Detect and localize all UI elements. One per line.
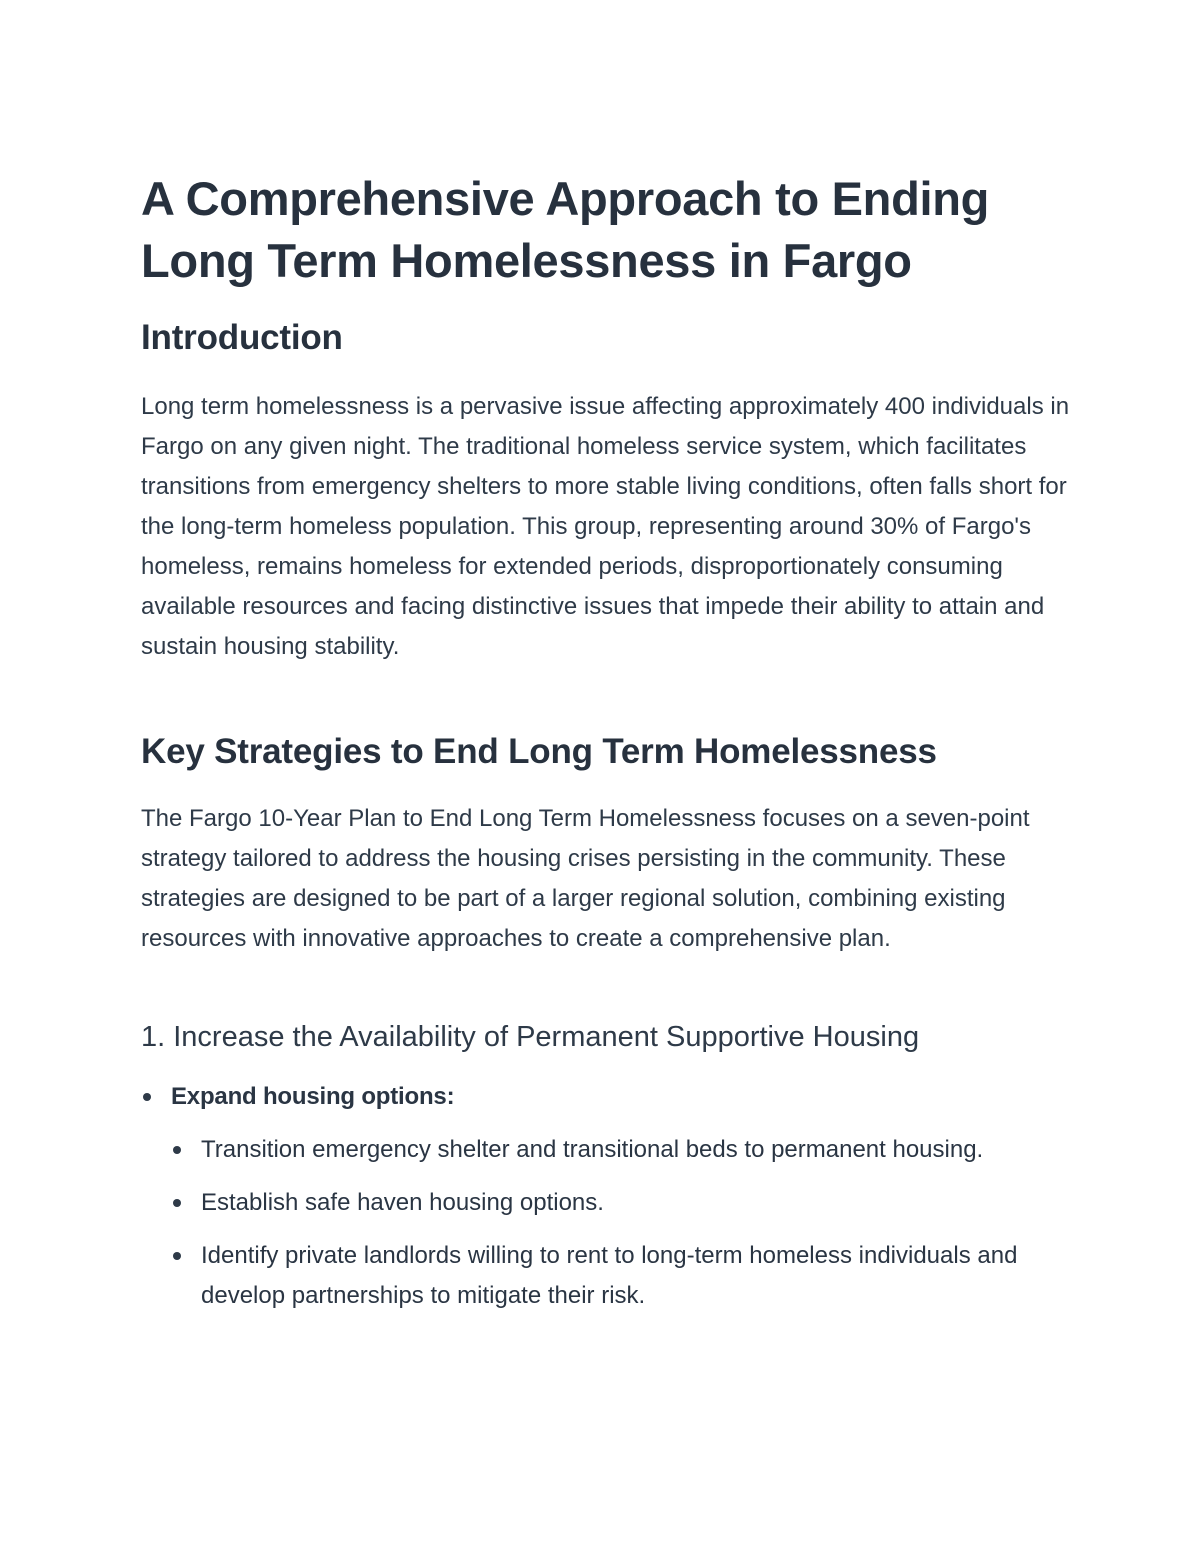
bullet-label: Expand housing options: <box>171 1083 455 1110</box>
document-title: A Comprehensive Approach to Ending Long Term Homelessness in Fargo <box>141 172 990 287</box>
sub-list-item-text: Transition emergency shelter and transitional beds to permanent housing. <box>201 1136 984 1163</box>
sub-list-item-text: Establish safe haven housing options. <box>201 1189 604 1216</box>
sub-list-item <box>171 1130 1031 1170</box>
bullet-icon <box>143 1093 151 1101</box>
sub-list-item <box>171 1236 1031 1316</box>
section-heading-introduction: Introduction <box>141 318 343 357</box>
bullet-icon <box>173 1252 181 1260</box>
sub-list-item <box>171 1183 1031 1223</box>
strategy-list <box>141 1077 1071 1329</box>
bullet-icon <box>173 1146 181 1154</box>
list-item <box>141 1077 1071 1316</box>
sub-list-item-text: Identify private landlords willing to rent to long-term homeless individuals and develop partnerships to mitigate their risk. <box>201 1242 1018 1309</box>
sub-list <box>171 1130 1071 1316</box>
key-strategies-paragraph: The Fargo 10-Year Plan to End Long Term Homelessness focuses on a seven-point strategy tailored to address the housing crises persisting in the community. These strategies are designed to be part of a larger regional solution, combining existing resources with innovative approaches to create a comprehensive plan. <box>141 805 1030 952</box>
bullet-icon <box>173 1199 181 1207</box>
section-heading-key-strategies: Key Strategies to End Long Term Homelessness <box>141 732 937 771</box>
introduction-paragraph: Long term homelessness is a pervasive issue affecting approximately 400 individuals in Fargo on any given night. The traditional homeless service system, which facilitates transitions from emergency shelters to more stable living conditions, often falls short for the long-term homeless population. This group, representing around 30% of Fargo's homeless, remains homeless for extended periods, disproportionately consuming available resources and facing distinctive issues that impede their ability to attain and sustain housing stability. <box>141 393 1070 660</box>
subsection-heading: 1. Increase the Availability of Permanent Supportive Housing <box>141 1021 920 1053</box>
